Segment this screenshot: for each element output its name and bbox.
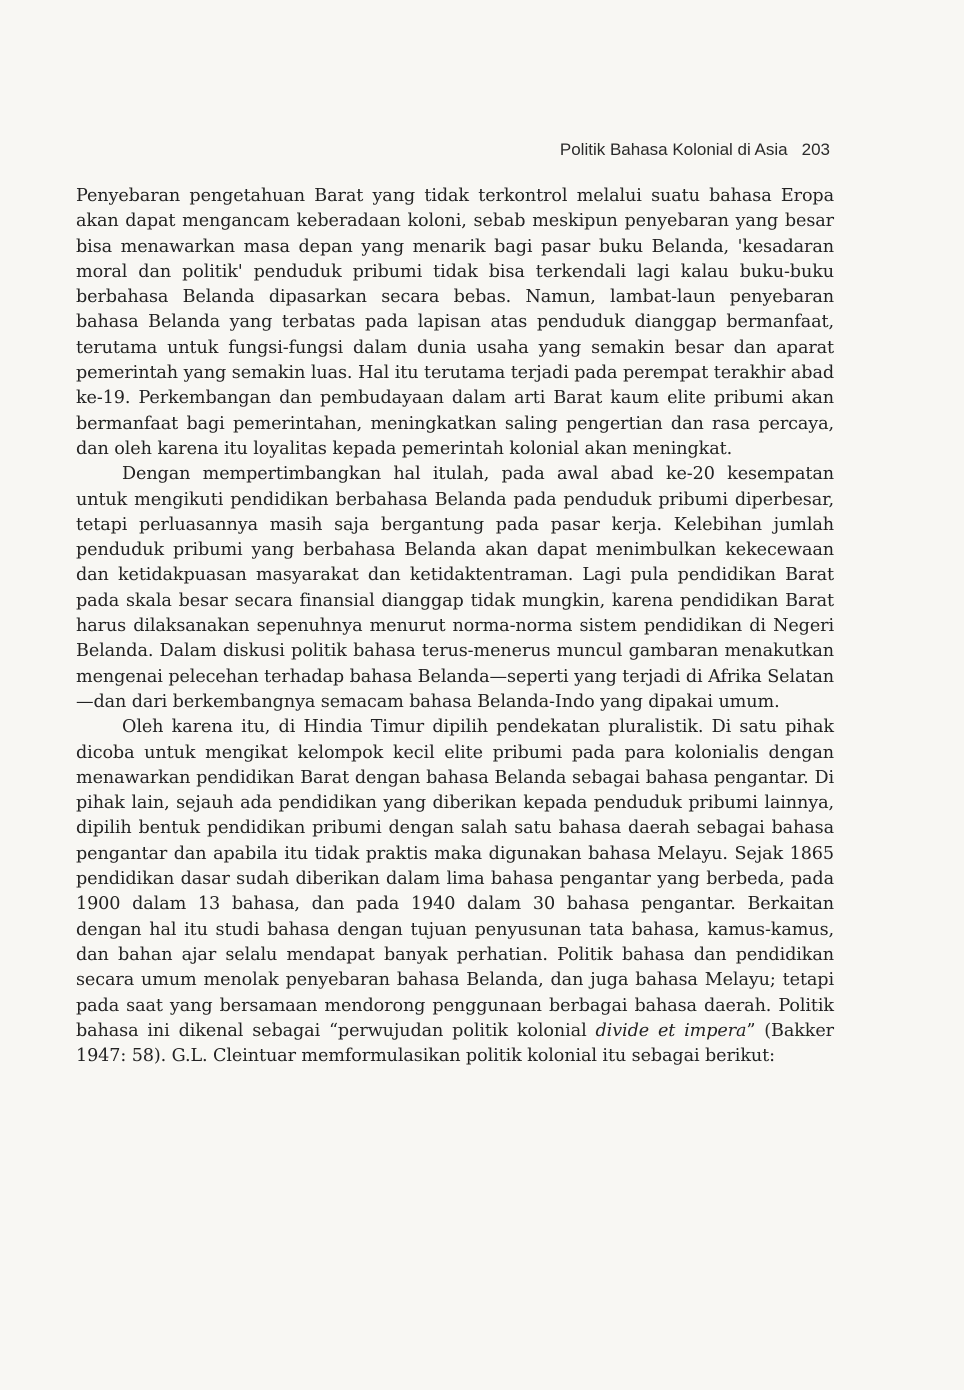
- paragraph-3-text-end: ” (Bakker 1947: 58). G.L. Cleintuar memformulasikan politik kolonial itu sebagai berikut:: [76, 1020, 834, 1067]
- paragraph-3: [76, 715, 834, 1069]
- page-number: 203: [801, 140, 830, 159]
- paragraph-1: Penyebaran pengetahuan Barat yang tidak terkontrol melalui suatu bahasa Eropa akan dapat mengancam keberadaan koloni, sebab meskipun penyebaran yang besar bisa menawarkan masa depan yang menarik bagi pasar buku Belanda, 'kesadaran moral dan politik' penduduk pribumi tidak bisa terkendali lagi kalau buku-buku berbahasa Belanda dipasarkan secara bebas. Namun, lambat-laun penyebaran bahasa Belanda yang terbatas pada lapisan atas penduduk dianggap bermanfaat, terutama untuk fungsi-fungsi dalam dunia usaha yang semakin besar dan aparat pemerintah yang semakin luas. Hal itu terutama terjadi pada perempat terakhir abad ke-19. Perkembangan dan pembudayaan dalam arti Barat kaum elite pribumi akan bermanfaat bagi pemerintahan, meningkatkan saling pengertian dan rasa percaya, dan oleh karena itu loyalitas kepada pemerintah kolonial akan meningkat.: [76, 186, 834, 459]
- paragraph-3-text-start: Oleh karena itu, di Hindia Timur dipilih pendekatan pluralistik. Di satu pihak dicoba untuk mengikat kelompok kecil elite pribumi pada para kolonialis dengan menawarkan pendidikan Barat dengan bahasa Belanda sebagai bahasa pengantar. Di pihak lain, sejauh ada pendidikan yang diberikan kepada penduduk pribumi lainnya, dipilih bentuk pendidikan pribumi dengan salah satu bahasa daerah sebagai bahasa pengantar dan apabila itu tidak praktis maka digunakan bahasa Melayu. Sejak 1865 pendidikan dasar sudah diberikan dalam lima bahasa pengantar yang berbeda, pada 1900 dalam 13 bahasa, dan pada 1940 dalam 30 bahasa pengantar. Berkaitan dengan hal itu studi bahasa dengan tujuan penyusunan tata bahasa, kamus-kamus, dan bahan ajar selalu mendapat banyak perhatian. Politik bahasa dan pendidikan secara umum menolak penyebaran bahasa Belanda, dan juga bahasa Melayu; tetapi pada saat yang bersamaan mendorong penggunaan berbagai bahasa daerah. Politik bahasa ini dikenal sebagai “perwujudan politik kolonial: [76, 717, 834, 1041]
- body-text: [76, 184, 834, 1069]
- running-header: [560, 140, 830, 160]
- paragraph-2: Dengan mempertimbangkan hal itulah, pada awal abad ke-20 kesempatan untuk mengikuti pendidikan berbahasa Belanda pada penduduk pribumi diperbesar, tetapi perluasannya masih saja bergantung pada pasar kerja. Kelebihan jumlah penduduk pribumi yang berbahasa Belanda akan dapat menimbulkan kekecewaan dan ketidakpuasan masyarakat dan ketidaktentraman. Lagi pula pendidikan Barat pada skala besar secara finansial dianggap tidak mungkin, karena pendidikan Barat harus dilaksanakan sepenuhnya menurut norma-norma sistem pendidikan di Negeri Belanda. Dalam diskusi politik bahasa terus-menerus muncul gambaran menakutkan mengenai pelecehan terhadap bahasa Belanda—seperti yang terjadi di Afrika Selatan—dan dari berkembangnya semacam bahasa Belanda-Indo yang dipakai umum.: [76, 464, 834, 712]
- italic-latin-phrase: divide et impera: [595, 1020, 747, 1041]
- running-title: Politik Bahasa Kolonial di Asia: [559, 140, 788, 159]
